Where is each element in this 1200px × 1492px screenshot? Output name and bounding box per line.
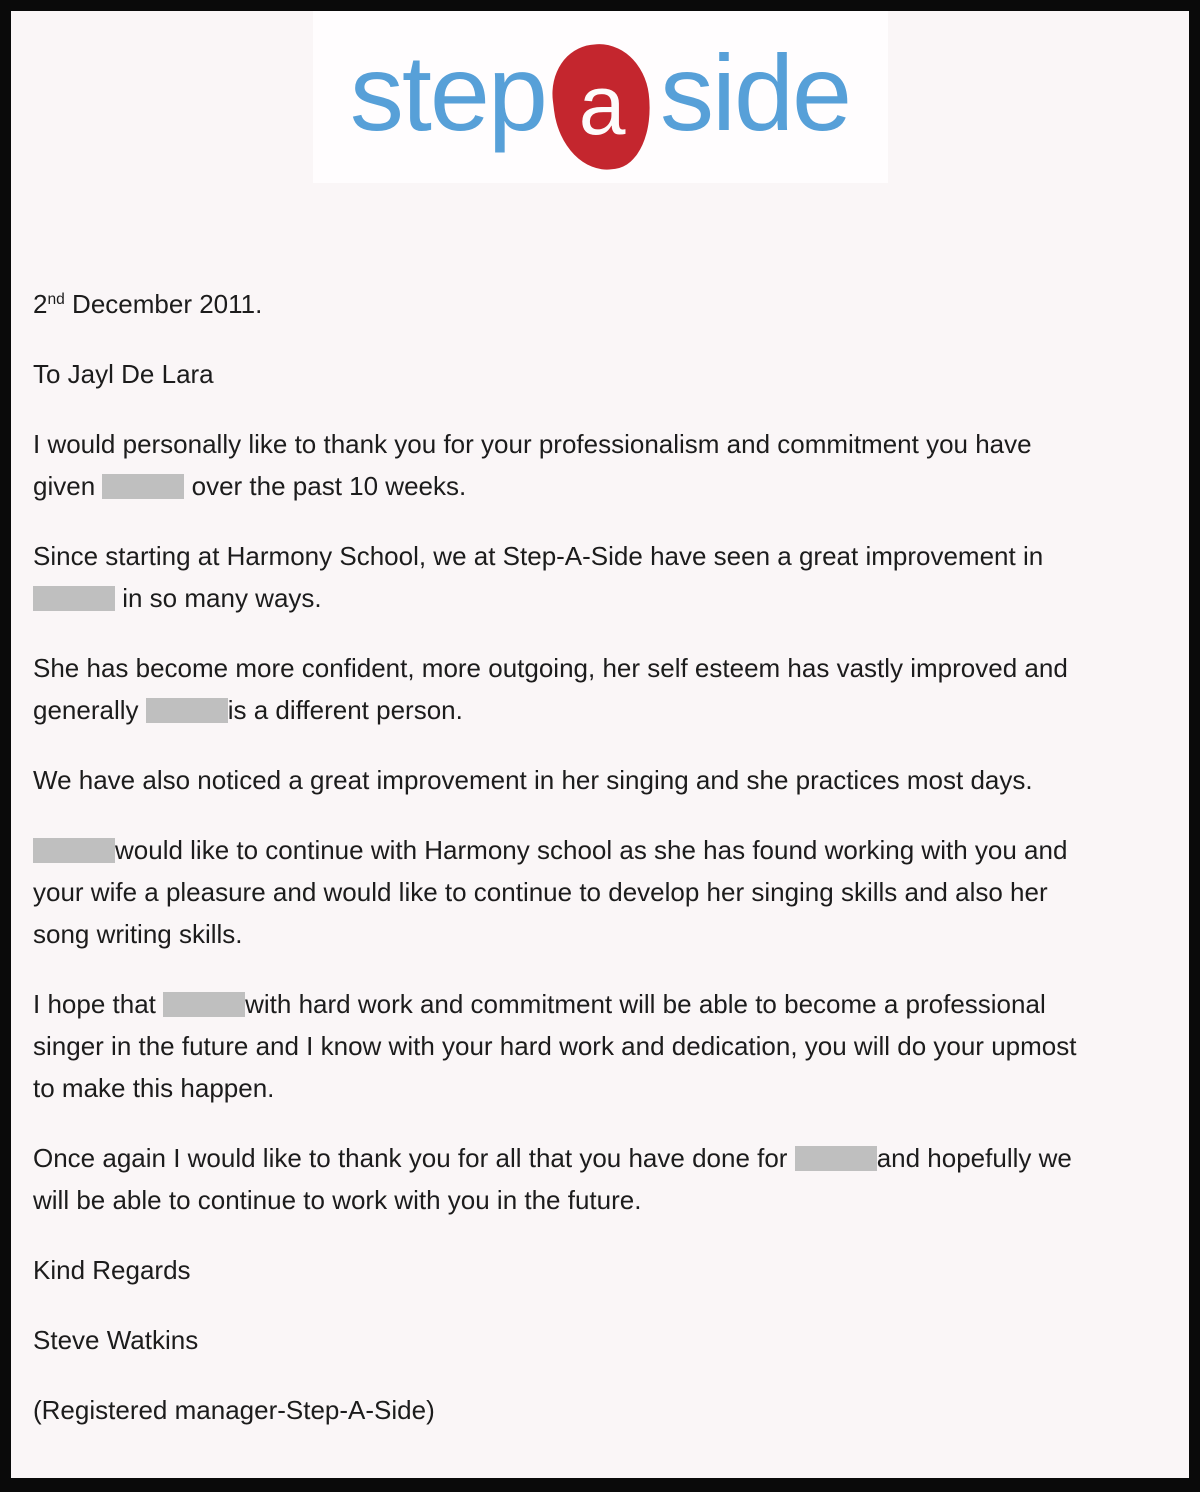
date-ordinal-suffix: nd bbox=[47, 291, 65, 309]
paragraph: would like to continue with Harmony school as she has found working with you and your wife a pleasure and would like to continue to develop her singing skills and also her song writing skills. bbox=[33, 835, 1068, 949]
date-line bbox=[33, 283, 1167, 325]
redacted-name-box bbox=[102, 474, 184, 499]
logo-text-step: step bbox=[349, 32, 546, 153]
paragraph: Once again I would like to thank you for all that you have done for and hopefully we will be able to continue to work with you in the future. bbox=[33, 1143, 1072, 1215]
paragraph: I would personally like to thank you for your professionalism and commitment you have given over the past 10 weeks. bbox=[33, 429, 1032, 501]
stepaside-logo bbox=[313, 11, 888, 183]
paragraph: We have also noticed a great improvement in her singing and she practices most days. bbox=[33, 765, 1033, 795]
date-rest: December 2011. bbox=[64, 289, 263, 319]
signature-name: Steve Watkins bbox=[33, 1325, 199, 1355]
redacted-name-box bbox=[795, 1146, 877, 1171]
logo-a-badge-icon bbox=[547, 39, 658, 176]
redacted-name-box bbox=[163, 992, 245, 1017]
letter-body bbox=[11, 283, 1189, 1431]
redacted-name-box bbox=[33, 838, 115, 863]
paragraph: I hope that with hard work and commitment will be able to become a professional singer in the future and I know with your hard work and dedication, you will do your upmost to make this happen. bbox=[33, 989, 1077, 1103]
logo-letter-a: a bbox=[578, 58, 626, 153]
redacted-name-box bbox=[33, 586, 115, 611]
paragraph: She has become more confident, more outgoing, her self esteem has vastly improved and generally is a different person. bbox=[33, 653, 1068, 725]
closing-regards: Kind Regards bbox=[33, 1255, 191, 1285]
redacted-name-box bbox=[146, 698, 228, 723]
recipient-line: To Jayl De Lara bbox=[33, 359, 214, 389]
date-day: 2 bbox=[33, 289, 48, 319]
logo-text-side: side bbox=[660, 32, 851, 153]
paragraphs bbox=[33, 423, 1167, 1221]
paragraph: Since starting at Harmony School, we at Step-A-Side have seen a great improvement in in so many ways. bbox=[33, 541, 1044, 613]
signature-title: (Registered manager-Step-A-Side) bbox=[33, 1395, 435, 1425]
